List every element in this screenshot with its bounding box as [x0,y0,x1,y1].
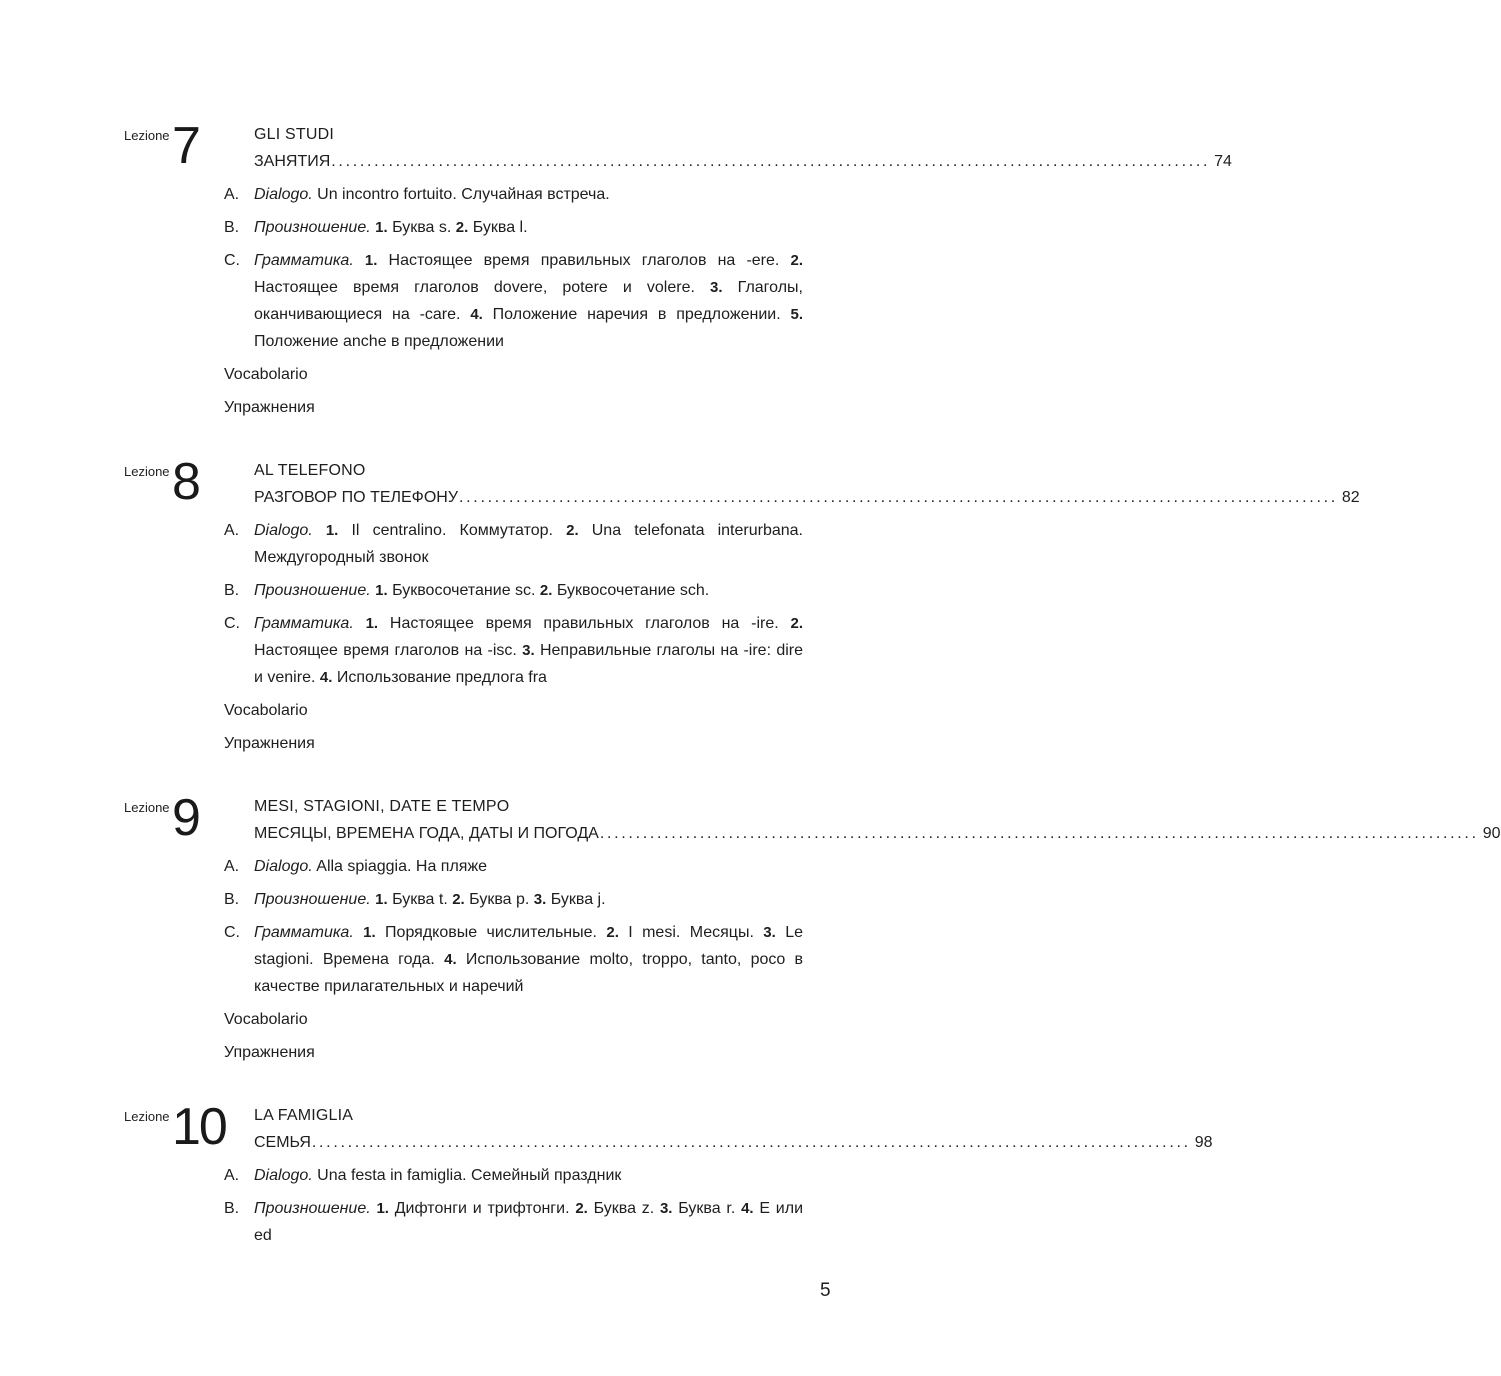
item-dialog [224,181,803,208]
lesson-label: Lezione [124,464,170,479]
item-head: Произношение. [254,891,371,908]
item-num: 4. [319,669,333,686]
item-head: Произношение. [254,582,371,599]
item-letter: C. [224,252,240,269]
item-text: Il centralino. Коммутатор. [338,522,567,539]
item-num: 1. [364,252,378,269]
item-num: 2. [539,582,553,599]
item-text: Alla spiaggia. На пляже [312,858,488,875]
toc-entry[interactable] [254,1129,1213,1156]
item-text: Дифтонги и трифтонги. [388,1200,576,1217]
item-letter: C. [224,615,240,632]
lesson-number: 10 [172,1098,226,1156]
item-letter: A. [224,1167,240,1184]
item-text: Буквосочетание sc. [387,582,540,599]
item-text: Буква z. [587,1200,660,1217]
item-text: Использование предлога fra [332,669,547,686]
item-num: 2. [790,615,803,632]
item-num: 4. [470,306,483,323]
item-pronunciation [224,886,803,913]
item-head: Грамматика. [254,252,354,269]
item-text: Настоящее время правильных глаголов на -ire. [378,615,791,632]
lesson-items [224,1162,803,1255]
vocabulary: Vocabolario [224,366,308,383]
title-italian: MESI, STAGIONI, DATE E TEMPO [254,798,510,815]
item-head: Dialogo. [254,1167,313,1184]
item-text: Положение anche в предложении [254,333,504,350]
page-ref: 74 [1214,153,1232,170]
item-text: Буква j. [546,891,606,908]
item-letter: B. [224,1200,240,1217]
item-text: I mesi. Месяцы. [618,924,764,941]
title-russian: ЗАНЯТИЯ [254,153,331,170]
item-pronunciation [224,1195,803,1249]
item-num: 2. [575,1200,588,1217]
dot-leader: ........................................................................................................................... [459,489,1338,506]
exercises: Упражнения [224,1044,315,1061]
page-ref: 90 [1482,825,1501,842]
item-text: Настоящее время правильных глаголов на -ere. [377,252,791,269]
exercises: Упражнения [224,735,315,752]
title-russian: МЕСЯЦЫ, ВРЕМЕНА ГОДА, ДАТЫ И ПОГОДА [254,825,599,842]
item-text: E или ed [254,1200,804,1244]
item-text: Una telefonata interurbana. Междугородный звонок [254,522,803,566]
item-dialog [224,517,803,571]
item-head: Грамматика. [254,924,354,941]
lesson-items [224,181,803,427]
lesson-label: Lezione [124,800,170,815]
item-text: Буква r. [672,1200,742,1217]
item-num: 1. [325,522,339,539]
item-grammar [224,919,803,1000]
item-num: 1. [363,924,376,941]
exercises: Упражнения [224,399,315,416]
toc-entry[interactable] [254,484,1360,511]
lesson-label: Lezione [124,1109,170,1124]
item-num: 1. [375,582,388,599]
item-num: 5. [790,306,804,323]
lesson-label: Lezione [124,128,170,143]
lesson-number: 7 [172,117,199,175]
item-text: Una festa in famiglia. Семейный праздник [312,1167,622,1184]
item-text: Настоящее время глаголов dovere, potere и volere. [254,279,711,296]
item-num: 3. [763,924,776,941]
item-grammar [224,610,803,691]
toc-entry[interactable] [254,820,1501,847]
item-text: Буква s. [387,219,456,236]
title-russian: РАЗГОВОР ПО ТЕЛЕФОНУ [254,489,459,506]
item-dialog [224,853,803,880]
item-letter: C. [224,924,240,941]
page-ref: 82 [1341,489,1360,506]
item-text: Буквосочетание sch. [552,582,710,599]
item-text: Настоящее время глаголов на -isc. [254,642,523,659]
item-letter: B. [224,582,240,599]
item-text: Буква l. [468,219,528,236]
item-grammar [224,247,803,355]
title-italian: GLI STUDI [254,126,335,143]
lesson-number: 8 [172,453,199,511]
title-italian: AL TELEFONO [254,462,366,479]
item-text: Le stagioni. Времена года. [254,924,803,968]
lesson-titles [254,793,1501,847]
item-num: 1. [365,615,379,632]
item-text: Порядковые числительные. [375,924,607,941]
item-text: Глаголы, оканчивающиеся на -care. [254,279,803,323]
item-num: 3. [659,1200,673,1217]
item-num: 2. [455,219,469,236]
page-number: 5 [820,1280,831,1301]
item-pronunciation [224,577,803,604]
title-italian: LA FAMIGLIA [254,1107,354,1124]
item-text: Использование molto, troppo, tanto, poco в качестве прилагательных и наречий [254,951,804,995]
vocabulary: Vocabolario [224,702,308,719]
item-letter: A. [224,186,240,203]
lesson-items [224,517,803,763]
item-text: Положение наречия в предложении. [482,306,791,323]
item-letter: A. [224,522,240,539]
title-russian: СЕМЬЯ [254,1134,311,1151]
item-text: Буква p. [464,891,534,908]
item-num: 3. [522,642,535,659]
item-num: 1. [376,1200,389,1217]
item-num: 1. [375,219,388,236]
item-letter: B. [224,219,240,236]
dot-leader: ........................................................................................................................... [311,1134,1191,1151]
item-num: 3. [710,279,723,296]
item-head: Произношение. [254,219,371,236]
item-num: 4. [444,951,457,968]
toc-entry[interactable] [254,148,1232,175]
item-text: Неправильные глаголы на -ire: dire и venire. [254,642,804,686]
item-head: Грамматика. [254,615,354,632]
item-num: 2. [566,522,579,539]
item-num: 2. [790,252,803,269]
item-head: Dialogo. [254,858,313,875]
item-letter: A. [224,858,240,875]
item-text: Un incontro fortuito. Случайная встреча. [312,186,610,203]
lesson-number: 9 [172,789,199,847]
item-num: 2. [606,924,619,941]
item-head: Dialogo. [254,522,313,539]
dot-leader: ........................................................................................................................... [331,153,1211,170]
item-dialog [224,1162,803,1189]
item-head: Произношение. [254,1200,371,1217]
lesson-titles [254,1102,1213,1156]
item-num: 4. [741,1200,754,1217]
lesson-items [224,853,803,1072]
item-text: Буква t. [387,891,453,908]
item-num: 1. [375,891,388,908]
dot-leader: ........................................................................................................................... [599,825,1479,842]
vocabulary: Vocabolario [224,1011,308,1028]
lesson-titles [254,457,1360,511]
item-num: 3. [533,891,547,908]
item-num: 2. [452,891,465,908]
item-letter: B. [224,891,240,908]
page-ref: 98 [1194,1134,1213,1151]
lesson-titles [254,121,1232,175]
item-pronunciation [224,214,803,241]
item-head: Dialogo. [254,186,313,203]
